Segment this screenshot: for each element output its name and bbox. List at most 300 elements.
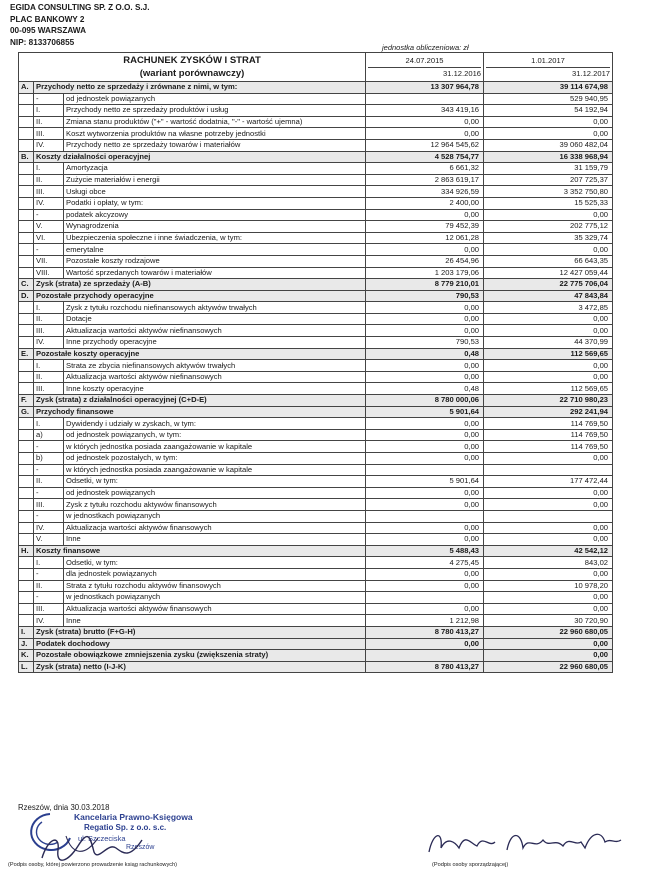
stamp-line-2: Regatio Sp. z o.o. s.c. xyxy=(84,823,167,832)
value-current: 8 780 413,27 xyxy=(366,626,484,638)
table-row xyxy=(19,279,613,291)
row-indent xyxy=(19,592,34,604)
table-row xyxy=(19,163,613,175)
row-label: Aktualizacja wartości aktywów finansowych xyxy=(64,603,366,615)
table-row xyxy=(19,453,613,465)
row-indent xyxy=(19,441,34,453)
row-indent xyxy=(19,580,34,592)
value-current: 8 779 210,01 xyxy=(366,279,484,291)
row-indent xyxy=(19,429,34,441)
row-indent xyxy=(19,128,34,140)
value-prior: 15 525,33 xyxy=(484,197,613,209)
table-header xyxy=(19,53,613,82)
row-label: Zysk (strata) brutto (F+G-H) xyxy=(34,626,366,638)
value-prior: 0,00 xyxy=(484,313,613,325)
row-code: II. xyxy=(34,371,64,383)
value-current xyxy=(366,93,484,105)
value-prior: 30 720,90 xyxy=(484,615,613,627)
value-current: 0,00 xyxy=(366,568,484,580)
table-row xyxy=(19,568,613,580)
row-label: Dotacje xyxy=(64,313,366,325)
row-indent xyxy=(19,313,34,325)
row-indent xyxy=(19,499,34,511)
row-label: Wynagrodzenia xyxy=(64,221,366,233)
value-prior: 0,00 xyxy=(484,128,613,140)
value-current: 0,00 xyxy=(366,302,484,314)
table-row xyxy=(19,650,613,662)
value-current: 0,00 xyxy=(366,128,484,140)
row-code: VI. xyxy=(34,232,64,244)
row-code: I. xyxy=(34,557,64,569)
table-row xyxy=(19,406,613,418)
row-indent xyxy=(19,383,34,395)
row-code: III. xyxy=(34,499,64,511)
period-prior-header xyxy=(484,53,613,82)
unit-note: jednostka obliczeniowa: zł xyxy=(382,43,469,52)
table-row xyxy=(19,534,613,546)
row-code: V. xyxy=(34,221,64,233)
value-prior: 0,00 xyxy=(484,650,613,662)
row-indent xyxy=(19,371,34,383)
row-label: Inne xyxy=(64,534,366,546)
value-current xyxy=(366,510,484,522)
table-row xyxy=(19,441,613,453)
value-prior: 39 114 674,98 xyxy=(484,82,613,94)
row-label: Aktualizacja wartości aktywów niefinansowych xyxy=(64,325,366,337)
profit-loss-table xyxy=(18,52,613,673)
table-row xyxy=(19,522,613,534)
value-prior: 31 159,79 xyxy=(484,163,613,175)
place-date: Rzeszów, dnia 30.03.2018 xyxy=(18,803,110,812)
row-code: - xyxy=(34,568,64,580)
value-prior: 0,00 xyxy=(484,534,613,546)
row-label: w jednostkach powiązanych xyxy=(64,510,366,522)
row-code: b) xyxy=(34,453,64,465)
row-indent xyxy=(19,510,34,522)
row-indent xyxy=(19,325,34,337)
row-label: Usługi obce xyxy=(64,186,366,198)
value-prior: 22 960 680,05 xyxy=(484,661,613,673)
value-current: 0,00 xyxy=(366,371,484,383)
value-current: 343 419,16 xyxy=(366,105,484,117)
value-current: 0,00 xyxy=(366,360,484,372)
row-label: Zysk (strata) netto (I-J-K) xyxy=(34,661,366,673)
row-label: Koszty finansowe xyxy=(34,545,366,557)
value-current: 0,00 xyxy=(366,580,484,592)
row-code: E. xyxy=(19,348,34,360)
value-current: 0,00 xyxy=(366,638,484,650)
table-row xyxy=(19,186,613,198)
table-row xyxy=(19,93,613,105)
row-label: emerytalne xyxy=(64,244,366,256)
value-current: 8 780 000,06 xyxy=(366,395,484,407)
value-current: 0,00 xyxy=(366,499,484,511)
value-prior: 12 427 059,44 xyxy=(484,267,613,279)
row-code: I. xyxy=(34,360,64,372)
row-label: Podatek dochodowy xyxy=(34,638,366,650)
value-current: 5 488,43 xyxy=(366,545,484,557)
period-current-to: 31.12.2016 xyxy=(443,68,482,78)
row-label: Przychody netto ze sprzedaży produktów i usług xyxy=(64,105,366,117)
row-label: Pozostałe koszty rodzajowe xyxy=(64,255,366,267)
value-current: 2 400,00 xyxy=(366,197,484,209)
value-current: 2 863 619,17 xyxy=(366,174,484,186)
row-indent xyxy=(19,255,34,267)
statement-title-cell xyxy=(19,53,366,82)
table-row xyxy=(19,267,613,279)
value-current: 0,00 xyxy=(366,487,484,499)
row-indent xyxy=(19,267,34,279)
row-indent xyxy=(19,302,34,314)
row-code: III. xyxy=(34,186,64,198)
table-row xyxy=(19,105,613,117)
table-row xyxy=(19,209,613,221)
row-code: - xyxy=(34,93,64,105)
row-indent xyxy=(19,186,34,198)
table-row xyxy=(19,360,613,372)
table-row xyxy=(19,313,613,325)
row-indent xyxy=(19,116,34,128)
row-label: Pozostałe przychody operacyjne xyxy=(34,290,366,302)
statement-subtitle: (wariant porównawczy) xyxy=(139,68,245,79)
value-prior: 529 940,95 xyxy=(484,93,613,105)
row-label: od jednostek powiązanych xyxy=(64,93,366,105)
table-row xyxy=(19,487,613,499)
row-label: Przychody netto ze sprzedaży i zrównane z nimi, w tym: xyxy=(34,82,366,94)
row-label: Koszty działalności operacyjnej xyxy=(34,151,366,163)
value-current: 6 661,32 xyxy=(366,163,484,175)
value-prior: 35 329,74 xyxy=(484,232,613,244)
value-prior: 114 769,50 xyxy=(484,418,613,430)
table-row xyxy=(19,510,613,522)
row-code: G. xyxy=(19,406,34,418)
value-current: 0,00 xyxy=(366,116,484,128)
value-prior: 0,00 xyxy=(484,209,613,221)
row-label: Zmiana stanu produktów ("+" - wartość dodatnia, "-" - wartość ujemna) xyxy=(64,116,366,128)
value-current: 0,48 xyxy=(366,383,484,395)
row-label: Aktualizacja wartości aktywów niefinansowych xyxy=(64,371,366,383)
statement-title: RACHUNEK ZYSKÓW I STRAT xyxy=(123,55,261,66)
row-indent xyxy=(19,360,34,372)
table-row xyxy=(19,221,613,233)
row-indent xyxy=(19,615,34,627)
table-row xyxy=(19,429,613,441)
row-code: - xyxy=(34,592,64,604)
value-current: 1 203 179,06 xyxy=(366,267,484,279)
row-indent xyxy=(19,209,34,221)
value-prior: 207 725,37 xyxy=(484,174,613,186)
value-prior: 39 060 482,04 xyxy=(484,139,613,151)
table-row xyxy=(19,499,613,511)
row-code: - xyxy=(34,510,64,522)
period-current-header xyxy=(366,53,484,82)
table-row xyxy=(19,197,613,209)
row-label: Odsetki, w tym: xyxy=(64,476,366,488)
row-label: Koszt wytworzenia produktów na własne potrzeby jednostki xyxy=(64,128,366,140)
value-prior: 0,00 xyxy=(484,244,613,256)
row-label: Ubezpieczenia społeczne i inne świadczenia, w tym: xyxy=(64,232,366,244)
row-indent xyxy=(19,232,34,244)
value-prior xyxy=(484,510,613,522)
table-row xyxy=(19,638,613,650)
table-row xyxy=(19,128,613,140)
value-prior: 22 775 706,04 xyxy=(484,279,613,291)
row-indent xyxy=(19,603,34,615)
row-code: K. xyxy=(19,650,34,662)
row-indent xyxy=(19,522,34,534)
value-current: 4 528 754,77 xyxy=(366,151,484,163)
table-row xyxy=(19,557,613,569)
value-current: 13 307 964,78 xyxy=(366,82,484,94)
company-city: 00-095 WARSZAWA xyxy=(10,26,86,35)
value-prior xyxy=(484,464,613,476)
row-code: VIII. xyxy=(34,267,64,279)
table-row xyxy=(19,592,613,604)
value-prior: 0,00 xyxy=(484,360,613,372)
table-row xyxy=(19,615,613,627)
value-prior: 0,00 xyxy=(484,499,613,511)
value-prior: 0,00 xyxy=(484,371,613,383)
row-label: Dywidendy i udziały w zyskach, w tym: xyxy=(64,418,366,430)
row-code: B. xyxy=(19,151,34,163)
value-prior: 114 769,50 xyxy=(484,441,613,453)
row-indent xyxy=(19,93,34,105)
caption-right: (Podpis osoby sporządzającej) xyxy=(432,862,509,868)
period-prior-from: 1.01.2017 xyxy=(486,55,610,68)
table-row xyxy=(19,232,613,244)
row-code: III. xyxy=(34,603,64,615)
company-name: EGIDA CONSULTING SP. Z O.O. S.J. xyxy=(10,3,150,12)
table-row xyxy=(19,151,613,163)
value-prior: 177 472,44 xyxy=(484,476,613,488)
value-current: 0,00 xyxy=(366,534,484,546)
row-code: III. xyxy=(34,383,64,395)
value-current xyxy=(366,592,484,604)
value-current: 8 780 413,27 xyxy=(366,661,484,673)
row-code: VII. xyxy=(34,255,64,267)
row-label: Wartość sprzedanych towarów i materiałów xyxy=(64,267,366,279)
value-prior: 44 370,99 xyxy=(484,337,613,349)
row-code: a) xyxy=(34,429,64,441)
table-row xyxy=(19,82,613,94)
table-row xyxy=(19,325,613,337)
row-label: Aktualizacja wartości aktywów finansowych xyxy=(64,522,366,534)
row-indent xyxy=(19,418,34,430)
row-code: IV. xyxy=(34,197,64,209)
row-label: Podatki i opłaty, w tym: xyxy=(64,197,366,209)
value-current: 0,00 xyxy=(366,244,484,256)
row-label: Inne koszty operacyjne xyxy=(64,383,366,395)
row-code: - xyxy=(34,209,64,221)
table-row xyxy=(19,476,613,488)
row-code: A. xyxy=(19,82,34,94)
value-current: 0,00 xyxy=(366,429,484,441)
value-prior: 16 338 968,94 xyxy=(484,151,613,163)
value-current: 0,00 xyxy=(366,313,484,325)
value-current: 334 926,59 xyxy=(366,186,484,198)
row-code: IV. xyxy=(34,337,64,349)
row-code: - xyxy=(34,487,64,499)
row-code: D. xyxy=(19,290,34,302)
value-current: 0,00 xyxy=(366,603,484,615)
table-row xyxy=(19,661,613,673)
row-code: J. xyxy=(19,638,34,650)
row-code: II. xyxy=(34,116,64,128)
row-code: I. xyxy=(34,302,64,314)
value-current xyxy=(366,464,484,476)
value-prior: 22 710 980,23 xyxy=(484,395,613,407)
value-current xyxy=(366,650,484,662)
row-indent xyxy=(19,464,34,476)
company-header xyxy=(10,2,150,48)
value-prior: 42 542,12 xyxy=(484,545,613,557)
row-label: Przychody finansowe xyxy=(34,406,366,418)
value-current: 26 454,96 xyxy=(366,255,484,267)
row-indent xyxy=(19,197,34,209)
value-current: 0,00 xyxy=(366,209,484,221)
value-prior: 0,00 xyxy=(484,638,613,650)
table-row xyxy=(19,371,613,383)
stamp-line-3: ul. Szczeciska xyxy=(78,834,126,843)
value-prior: 0,00 xyxy=(484,487,613,499)
signature-right xyxy=(425,822,625,862)
row-label: Zysk z tytułu rozchodu niefinansowych aktywów trwałych xyxy=(64,302,366,314)
table-row xyxy=(19,603,613,615)
row-code: L. xyxy=(19,661,34,673)
row-code: I. xyxy=(34,163,64,175)
row-code: H. xyxy=(19,545,34,557)
row-indent xyxy=(19,476,34,488)
row-code: I. xyxy=(34,418,64,430)
row-indent xyxy=(19,534,34,546)
row-label: Strata z tytułu rozchodu aktywów finansowych xyxy=(64,580,366,592)
stamp-line-4: Rzeszów xyxy=(126,844,155,851)
row-indent xyxy=(19,487,34,499)
row-code: II. xyxy=(34,174,64,186)
table-row xyxy=(19,545,613,557)
table-row xyxy=(19,383,613,395)
row-label: Zużycie materiałów i energii xyxy=(64,174,366,186)
row-code: C. xyxy=(19,279,34,291)
row-code: F. xyxy=(19,395,34,407)
value-prior: 54 192,94 xyxy=(484,105,613,117)
company-street: PLAC BANKOWY 2 xyxy=(10,14,85,24)
value-prior: 202 775,12 xyxy=(484,221,613,233)
value-prior: 3 472,85 xyxy=(484,302,613,314)
row-code: I. xyxy=(19,626,34,638)
value-current: 0,00 xyxy=(366,522,484,534)
row-label: Odsetki, w tym: xyxy=(64,557,366,569)
row-indent xyxy=(19,244,34,256)
row-indent xyxy=(19,221,34,233)
table-row xyxy=(19,244,613,256)
value-prior: 0,00 xyxy=(484,592,613,604)
row-code: IV. xyxy=(34,615,64,627)
value-current: 790,53 xyxy=(366,290,484,302)
row-label: podatek akcyzowy xyxy=(64,209,366,221)
value-current: 12 964 545,62 xyxy=(366,139,484,151)
caption-left: (Podpis osoby, której powierzono prowadzenie ksiąg rachunkowych) xyxy=(8,862,178,868)
value-prior: 0,00 xyxy=(484,522,613,534)
row-label: od jednostek powiązanych, w tym: xyxy=(64,429,366,441)
value-prior: 3 352 750,80 xyxy=(484,186,613,198)
row-code: I. xyxy=(34,105,64,117)
value-current: 4 275,45 xyxy=(366,557,484,569)
value-prior: 0,00 xyxy=(484,568,613,580)
value-prior: 112 569,65 xyxy=(484,348,613,360)
table-row xyxy=(19,302,613,314)
row-code: II. xyxy=(34,476,64,488)
row-label: Zysk (strata) z działalności operacyjnej (C+D-E) xyxy=(34,395,366,407)
row-code: IV. xyxy=(34,139,64,151)
value-current: 0,00 xyxy=(366,325,484,337)
value-prior: 10 978,20 xyxy=(484,580,613,592)
company-nip: NIP: 8133706855 xyxy=(10,37,75,47)
row-code: II. xyxy=(34,580,64,592)
value-prior: 0,00 xyxy=(484,603,613,615)
row-code: - xyxy=(34,441,64,453)
table-row xyxy=(19,626,613,638)
row-code: III. xyxy=(34,128,64,140)
value-prior: 66 643,35 xyxy=(484,255,613,267)
table-body xyxy=(19,82,613,673)
row-label: Zysk (strata) ze sprzedaży (A-B) xyxy=(34,279,366,291)
table-row xyxy=(19,116,613,128)
value-current: 0,00 xyxy=(366,453,484,465)
row-code: - xyxy=(34,244,64,256)
value-prior: 114 769,50 xyxy=(484,429,613,441)
table-row xyxy=(19,580,613,592)
table-row xyxy=(19,348,613,360)
row-label: w jednostkach powiązanych xyxy=(64,592,366,604)
value-prior: 112 569,65 xyxy=(484,383,613,395)
row-indent xyxy=(19,568,34,580)
table-row xyxy=(19,290,613,302)
value-prior: 0,00 xyxy=(484,116,613,128)
row-label: od jednostek pozostałych, w tym: xyxy=(64,453,366,465)
table-row xyxy=(19,464,613,476)
value-prior: 0,00 xyxy=(484,453,613,465)
row-indent xyxy=(19,453,34,465)
row-label: Pozostałe koszty operacyjne xyxy=(34,348,366,360)
row-label: Inne przychody operacyjne xyxy=(64,337,366,349)
period-current-from: 24.07.2015 xyxy=(368,55,481,68)
row-code: IV. xyxy=(34,522,64,534)
row-code: III. xyxy=(34,325,64,337)
row-label: Przychody netto ze sprzedaży towarów i materiałów xyxy=(64,139,366,151)
row-indent xyxy=(19,139,34,151)
value-prior: 22 960 680,05 xyxy=(484,626,613,638)
value-prior: 292 241,94 xyxy=(484,406,613,418)
stamp-line-1: Kancelaria Prawno-Księgowa xyxy=(74,812,193,822)
period-prior-to: 31.12.2017 xyxy=(572,68,611,78)
row-indent xyxy=(19,105,34,117)
value-prior: 0,00 xyxy=(484,325,613,337)
row-indent xyxy=(19,163,34,175)
row-label: Amortyzacja xyxy=(64,163,366,175)
row-label: od jednostek powiązanych xyxy=(64,487,366,499)
table-row xyxy=(19,418,613,430)
row-indent xyxy=(19,174,34,186)
row-indent xyxy=(19,557,34,569)
table-row xyxy=(19,337,613,349)
value-prior: 47 843,84 xyxy=(484,290,613,302)
row-label: dla jednostek powiązanych xyxy=(64,568,366,580)
row-label: Inne xyxy=(64,615,366,627)
table-row xyxy=(19,139,613,151)
table-row xyxy=(19,255,613,267)
row-label: w których jednostka posiada zaangażowanie w kapitale xyxy=(64,464,366,476)
